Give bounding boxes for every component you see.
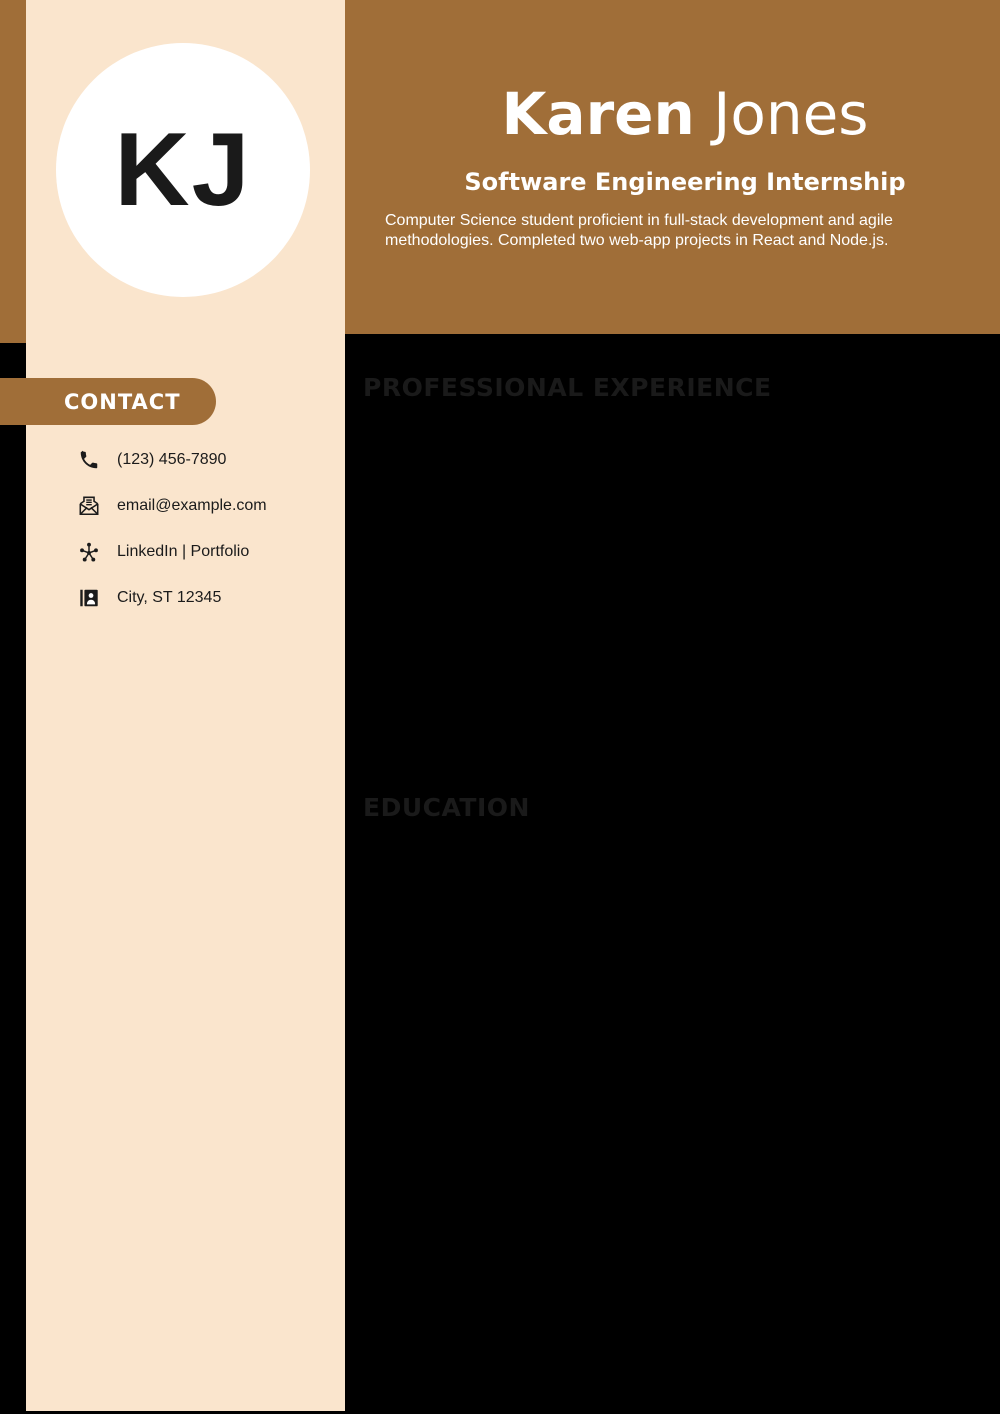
email-icon — [78, 495, 100, 517]
contact-links-text: LinkedIn | Portfolio — [117, 543, 250, 560]
address-card-icon — [78, 587, 100, 609]
contact-row-phone[interactable] — [78, 437, 328, 483]
contact-section-badge — [0, 378, 216, 425]
contact-email-text: email@example.com — [117, 497, 267, 514]
avatar-initials: KJ — [114, 111, 252, 228]
contact-list — [78, 437, 328, 621]
main-content — [345, 334, 1000, 1414]
job-title: Software Engineering Internship — [464, 168, 906, 196]
sidebar — [26, 0, 345, 1411]
candidate-name — [385, 82, 985, 146]
left-accent-strip — [0, 0, 26, 343]
contact-phone-text: (123) 456-7890 — [117, 451, 227, 468]
candidate-last-name: Jones — [713, 80, 869, 148]
section-heading-education: EDUCATION — [363, 793, 530, 822]
contact-section-heading: CONTACT — [64, 389, 181, 414]
phone-icon — [78, 449, 100, 471]
header-content — [385, 0, 985, 334]
network-icon — [78, 541, 100, 563]
contact-row-email[interactable] — [78, 483, 328, 529]
section-heading-professional-experience: PROFESSIONAL EXPERIENCE — [363, 373, 772, 402]
avatar — [56, 43, 310, 297]
resume-header — [345, 0, 1000, 334]
summary-text: Computer Science student proficient in full-stack development and agile methodologies. Completed two web-app projects in React and Node.js. — [385, 212, 893, 249]
contact-row-links[interactable] — [78, 529, 328, 575]
contact-location-text: City, ST 12345 — [117, 589, 222, 606]
contact-row-location — [78, 575, 328, 621]
candidate-first-name: Karen — [501, 80, 695, 148]
